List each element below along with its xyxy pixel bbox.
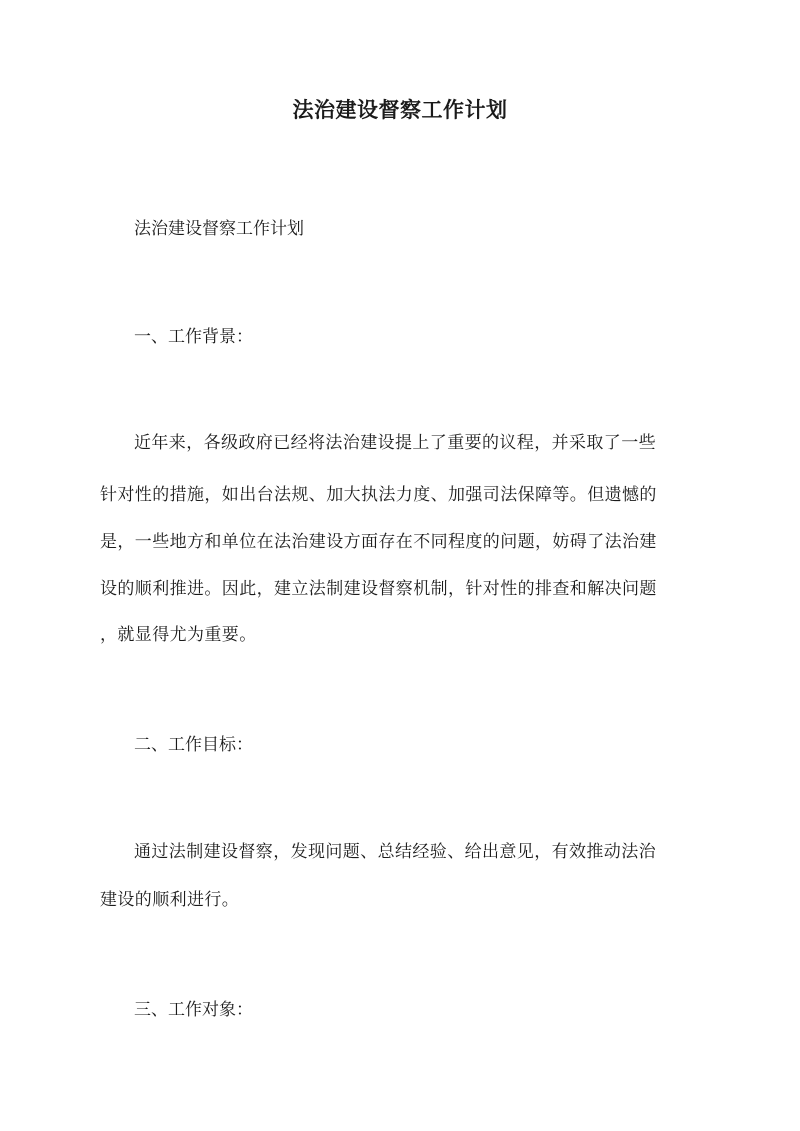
paragraph-line: 建设的顺利进行。 (100, 890, 240, 910)
section-heading-background: 一、工作背景： (134, 327, 253, 347)
paragraph-line: 近年来，各级政府已经将法治建设提上了重要的议程，并采取了一些 (134, 433, 656, 453)
document-subtitle: 法治建设督察工作计划 (134, 219, 304, 239)
paragraph-line: 是，一些地方和单位在法治建设方面存在不同程度的问题，妨碍了法治建 (100, 532, 657, 552)
paragraph-line: 设的顺利推进。因此，建立法制建设督察机制，针对性的排查和解决问题 (100, 579, 657, 599)
paragraph-line: 针对性的措施，如出台法规、加大执法力度、加强司法保障等。但遗憾的 (100, 485, 657, 505)
section-heading-targets: 三、工作对象： (134, 1000, 253, 1020)
paragraph-line: ，就显得尤为重要。 (100, 625, 257, 645)
document-title: 法治建设督察工作计划 (292, 97, 508, 122)
section-heading-goals: 二、工作目标： (134, 735, 253, 755)
paragraph-line: 通过法制建设督察，发现问题、总结经验、给出意见，有效推动法治 (134, 842, 656, 862)
